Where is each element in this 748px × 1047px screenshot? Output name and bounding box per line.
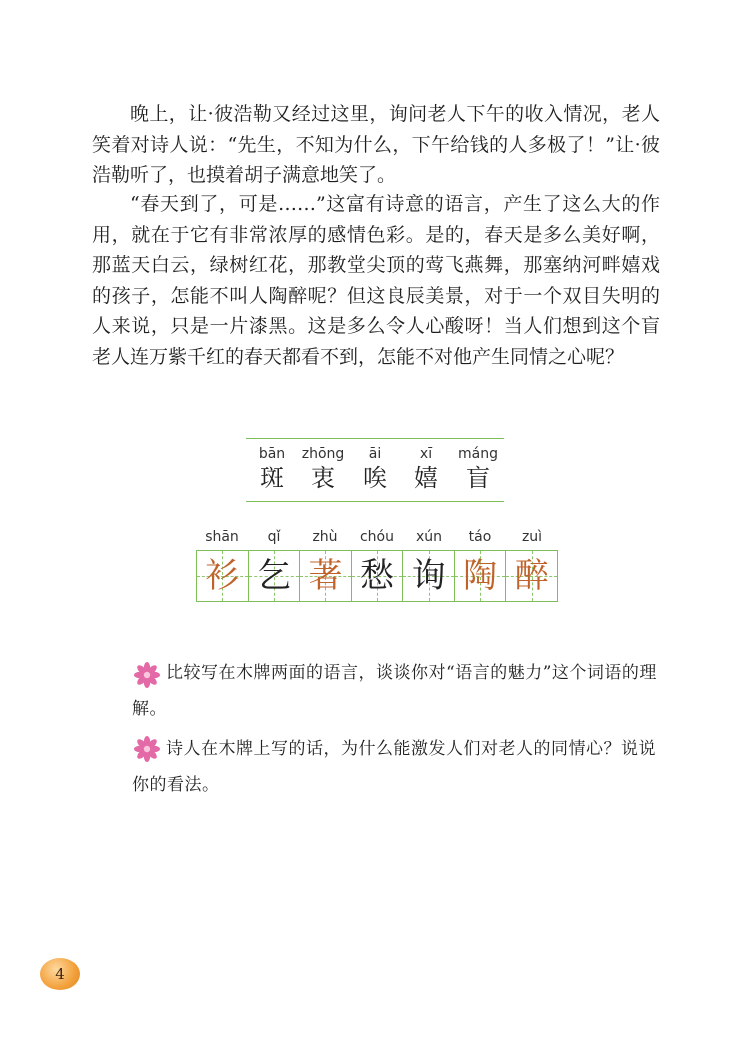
writing-char: 著 [308,556,343,596]
question-text: 比较写在木牌两面的语言，谈谈你对“语言的魅力”这个词语的理解。 [132,663,657,719]
page-number: 4 [55,965,65,983]
writing-char: 醉 [514,556,549,596]
vocab-read-item [452,439,504,493]
writing-char: 乞 [256,556,291,596]
writing-grid-cell [455,551,507,601]
writing-grid-cell [300,551,352,601]
vocab-read-item [400,439,452,493]
writing-char: 询 [411,556,446,596]
question-1 [132,655,660,727]
pinyin-label: máng [458,446,498,462]
body-paragraph-1: 晚上，让·彼浩勒又经过这里，询问老人下午的收入情况，老人笑着对诗人说：“先生，不知为什么，下午给钱的人多极了！”让·彼浩勒听了，也摸着胡子满意地笑了。 [92,103,660,186]
writing-grid-cell [352,551,404,601]
question-2 [132,731,660,803]
pinyin-label: chóu [359,529,394,545]
page-number-badge [40,958,80,990]
pinyin-label: āi [368,446,382,462]
hanzi-label: 唉 [363,464,387,492]
writing-grid-cell [197,551,249,601]
writing-char: 愁 [360,556,395,596]
pinyin-label: táo [468,529,492,545]
pinyin-label: zuì [521,529,543,545]
pinyin-label: zhù [312,529,338,545]
hanzi-label: 衷 [311,464,335,492]
writing-grid [196,550,558,602]
pinyin-label: zhōng [301,446,345,462]
reading-vocabulary-table [246,438,504,502]
vocab-read-item [349,439,401,493]
writing-grid-cell [506,551,557,601]
vocab-read-item [297,439,349,493]
pinyin-label: xún [415,529,443,545]
hanzi-label: 盲 [466,464,490,492]
writing-grid-cell [249,551,301,601]
pinyin-label: xī [419,446,433,462]
pinyin-label: bān [258,446,286,462]
writing-char: 衫 [205,556,240,596]
hanzi-label: 嬉 [414,464,438,492]
body-paragraph-2: “春天到了，可是……”这富有诗意的语言，产生了这么大的作用，就在于它有非常浓厚的感情色彩。是的，春天是多么美好啊，那蓝天白云，绿树红花，那教堂尖顶的莺飞燕舞，那塞纳河畔嬉戏的孩子，怎能不叫人陶醉呢？但这良辰美景，对于一个双目失明的人来说，只是一片漆黑。这是多么令人心酸呀！当人们想到这个盲老人连万紫千红的春天都看不到，怎能不对他产生同情之心呢？ [92,193,660,368]
writing-pinyin-row [196,528,558,548]
writing-grid-cell [403,551,455,601]
pinyin-label: qǐ [267,529,281,545]
vocab-read-item [246,439,298,493]
writing-char: 陶 [463,556,498,596]
pinyin-label: shān [205,529,239,545]
question-text: 诗人在木牌上写的话，为什么能激发人们对老人的同情心？说说你的看法。 [132,739,656,795]
hanzi-label: 斑 [260,464,284,492]
